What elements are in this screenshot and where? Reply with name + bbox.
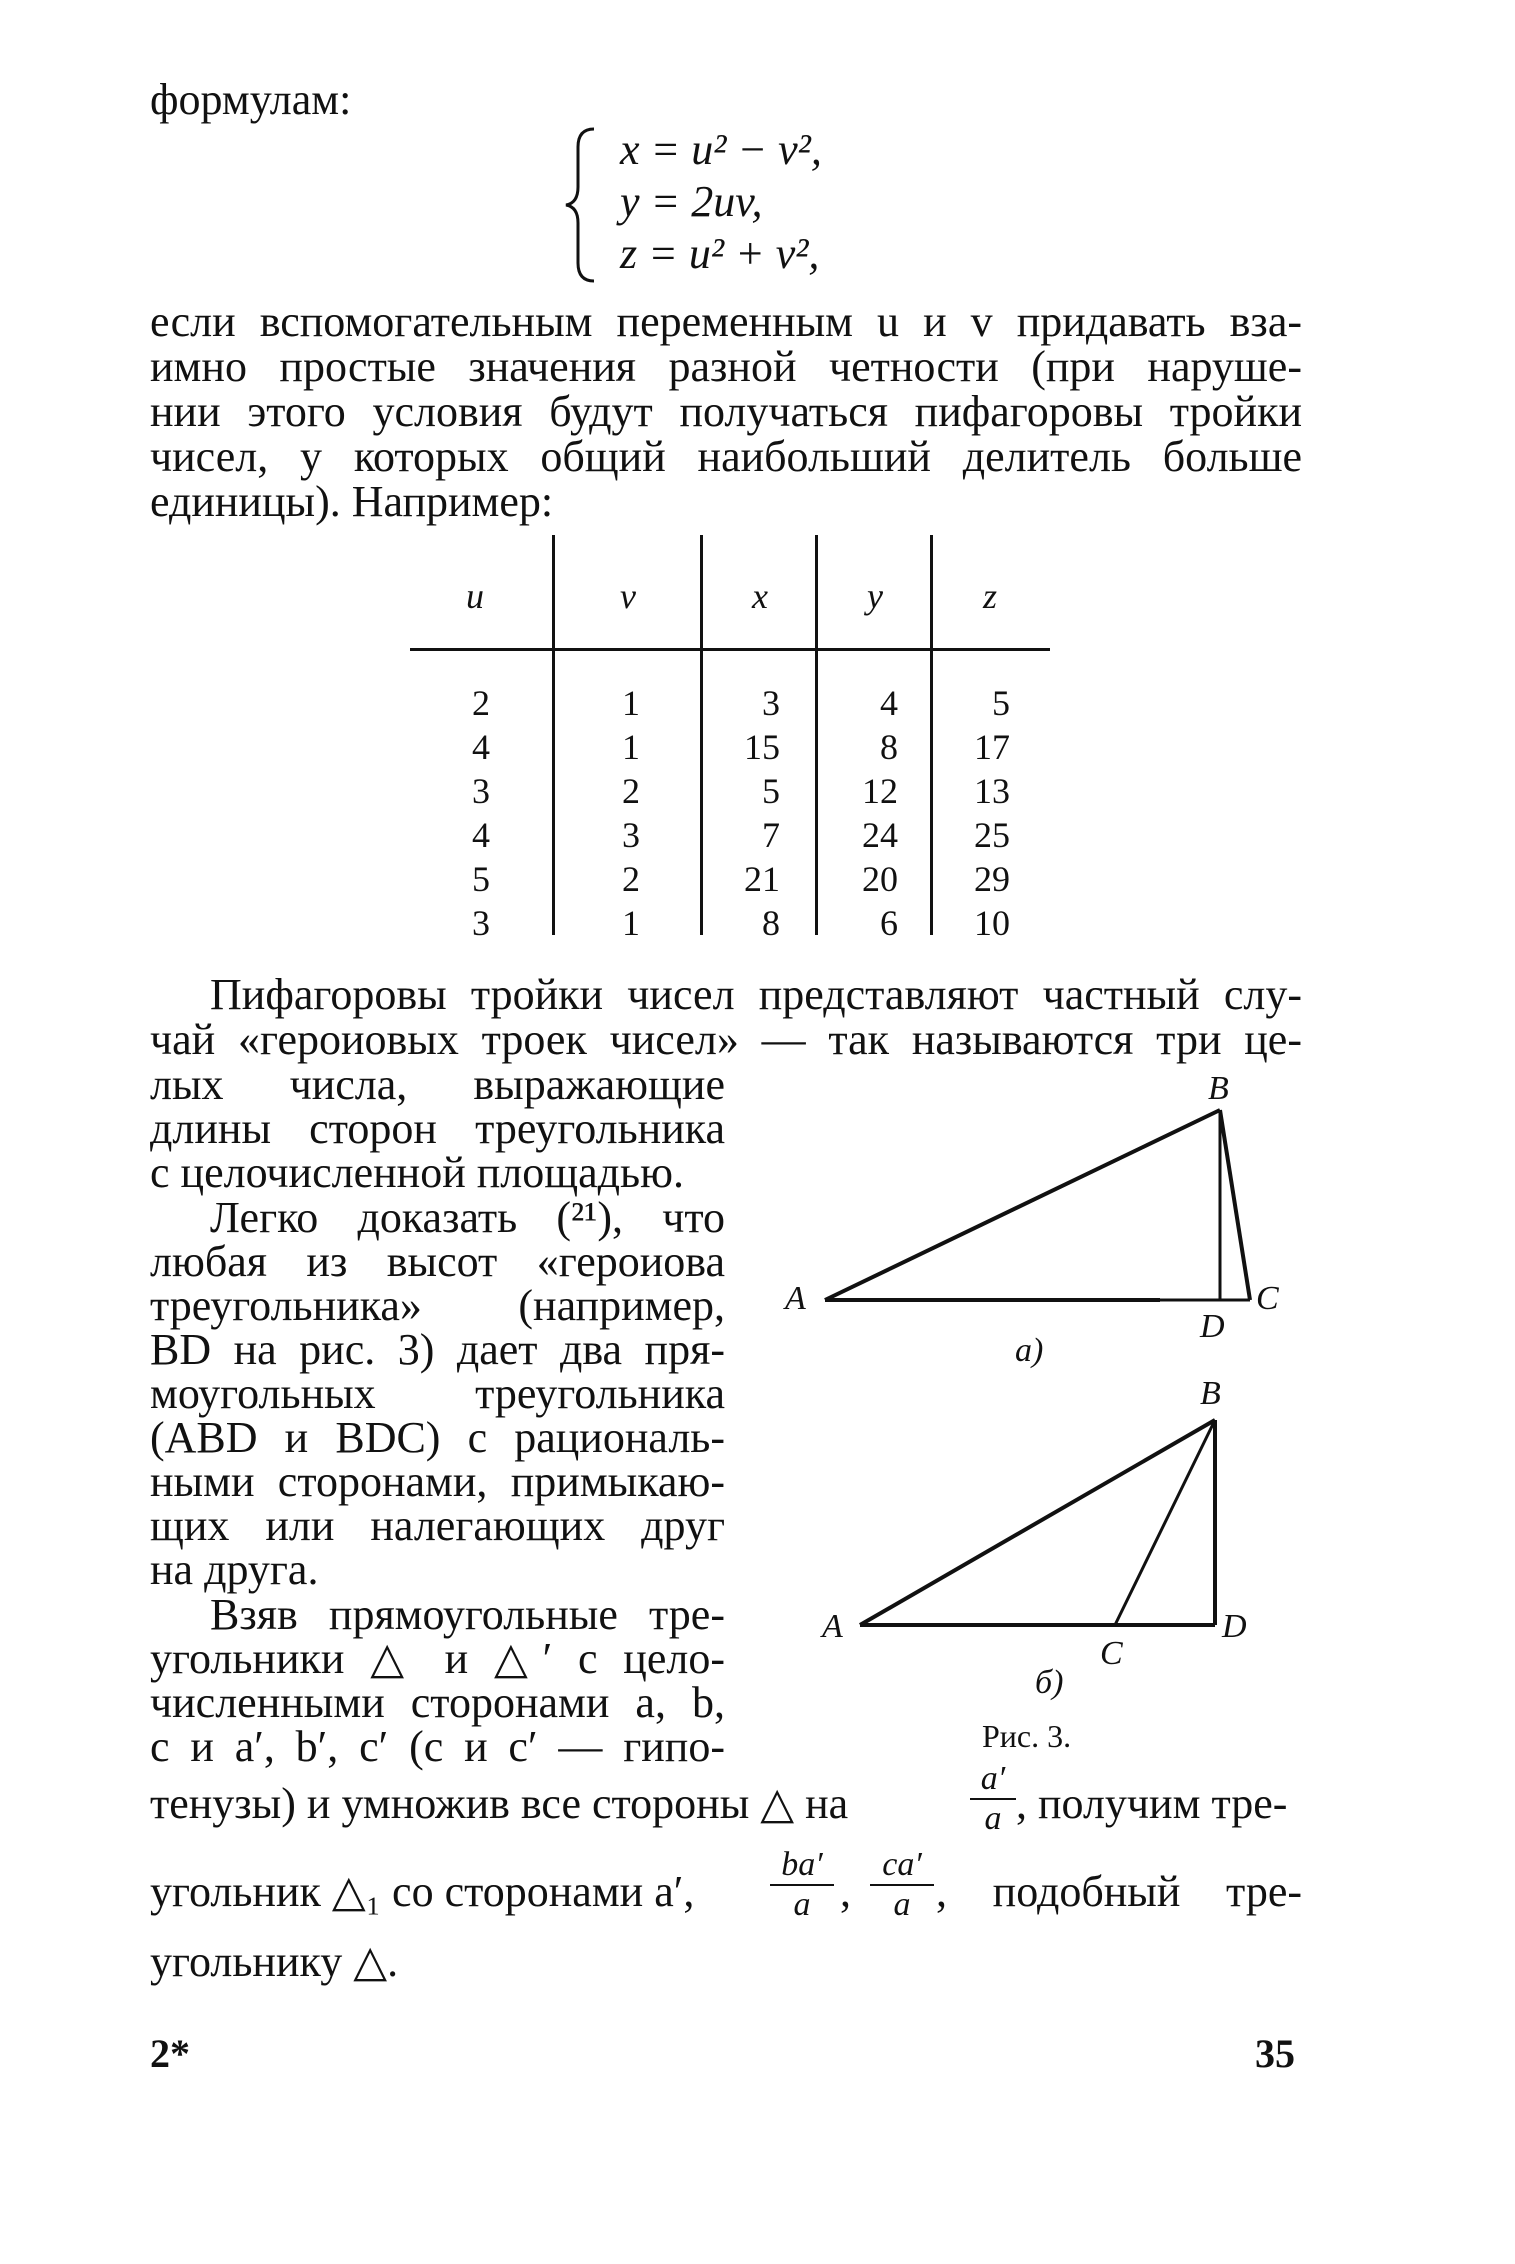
fraction-a-prime-over-a (970, 1762, 1016, 1836)
para4-line-3: численными сторонами a, b, (150, 1678, 725, 1727)
table-cell: 24 (862, 815, 898, 855)
para3-line-6: (ABD и BDC) с рациональ- (150, 1413, 725, 1462)
para3-line-8: щих или налегающих друг (150, 1501, 725, 1550)
formula-brace (560, 125, 600, 285)
para4-tail-line-1b: , получим тре- (1016, 1779, 1288, 1828)
fraction-separator: , (840, 1867, 851, 1916)
para1-line-2: имно простые значения разной четности (при наруше- (150, 342, 1302, 391)
line-a-ab (825, 1110, 1220, 1300)
para4-line-4: c и a′, b′, c′ (c и c′ — гипо- (150, 1722, 725, 1771)
footer-signature-mark: 2* (150, 2031, 190, 2076)
table-cell: 4 (472, 727, 490, 767)
para1-line-5: единицы). Например: (150, 477, 554, 526)
fig-a-caption: а) (1015, 1332, 1044, 1369)
table-divider (700, 535, 703, 935)
table-cell: 3 (762, 683, 780, 723)
line-b-ab (860, 1420, 1215, 1625)
para3-line-3: треугольника» (например, (150, 1281, 725, 1330)
para2-col-line-2: длины сторон треугольника (150, 1104, 725, 1153)
table-cell: 25 (974, 815, 1010, 855)
table-cell: 21 (744, 859, 780, 899)
fraction-denominator: a (984, 1800, 1002, 1837)
table-header-y: y (867, 576, 883, 616)
table-cell: 7 (762, 815, 780, 855)
fig-a-label-b: B (1208, 1070, 1229, 1107)
para2-line-2: чай «героиовых троек чисел» — так называются три це- (150, 1015, 1302, 1064)
table-cell: 12 (862, 771, 898, 811)
para3-line-9: на друга. (150, 1545, 319, 1594)
para4-line-2: угольники △ и △′ с цело- (150, 1634, 725, 1683)
table-divider (815, 535, 818, 935)
para4-line-1: Взяв прямоугольные тре- (210, 1590, 725, 1639)
table-cell: 6 (880, 903, 898, 943)
fig-a-label-d: D (1200, 1308, 1225, 1345)
para3-line-5: моугольных треугольника (150, 1369, 725, 1418)
fraction-numerator: ca′ (870, 1848, 934, 1886)
page-number: 35 (1255, 2031, 1295, 2076)
table-cell: 1 (622, 727, 640, 767)
table-cell: 4 (472, 815, 490, 855)
fig-b-label-b: B (1200, 1375, 1221, 1412)
table-cell: 8 (762, 903, 780, 943)
table-cell: 5 (762, 771, 780, 811)
fig-a-label-a: A (785, 1280, 806, 1317)
table-header-z: z (982, 576, 997, 616)
fig-a-label-c: C (1256, 1280, 1279, 1317)
table-cell: 10 (974, 903, 1010, 943)
intro-line: формулам: (150, 75, 352, 124)
table-cell: 29 (974, 859, 1010, 899)
table-header-rule (410, 648, 1050, 651)
para4-tail-line-3: угольнику △. (150, 1937, 399, 1986)
table-cell: 2 (622, 771, 640, 811)
para3-line-7: ными сторонами, примыкаю- (150, 1457, 725, 1506)
formula-z: z = u² + v², (620, 229, 820, 278)
para4-tail-line-1a: тенузы) и умножив все стороны △ на (150, 1779, 849, 1828)
para1-line-1: если вспомогательным переменным u и v придавать вза- (150, 297, 1302, 346)
table-cell: 17 (974, 727, 1010, 767)
table-cell: 15 (744, 727, 780, 767)
table-cell: 20 (862, 859, 898, 899)
fraction-numerator: a′ (970, 1762, 1016, 1800)
table-header-v: v (620, 576, 636, 616)
table-header-u: u (466, 576, 484, 616)
table-divider (552, 535, 555, 935)
para1-line-4: чисел, у которых общий наибольший делитель больше (150, 432, 1302, 481)
fraction-denominator: a (793, 1886, 811, 1923)
line-a-bc (1220, 1110, 1250, 1300)
fig-b-label-d: D (1222, 1608, 1247, 1645)
table-cell: 1 (622, 903, 640, 943)
para4-tail-line-2a: угольник △₁ со сторонами a′, (150, 1867, 695, 1916)
para3-line-1: Легко доказать (²¹), что (210, 1193, 725, 1242)
fraction-denominator: a (893, 1886, 911, 1923)
table-divider (930, 535, 933, 935)
table-cell: 8 (880, 727, 898, 767)
table-cell: 3 (472, 771, 490, 811)
formula-x: x = u² − v², (620, 125, 822, 174)
figure-3 (760, 1070, 1320, 1770)
para1-line-3: нии этого условия будут получаться пифагоровы тройки (150, 387, 1302, 436)
para3-line-2: любая из высот «героиова (150, 1237, 725, 1286)
table-cell: 13 (974, 771, 1010, 811)
para2-col-line-3: с целочисленной площадью. (150, 1148, 684, 1197)
para4-tail-line-2b: , подобный тре- (936, 1867, 1302, 1916)
para2-line-1: Пифагоровы тройки чисел представляют частный слу- (210, 970, 1302, 1019)
para2-col-line-1: лых числа, выражающие (150, 1060, 725, 1109)
table-cell: 5 (992, 683, 1010, 723)
figure-caption: Рис. 3. (982, 1718, 1072, 1754)
table-cell: 2 (472, 683, 490, 723)
para3-line-4: BD на рис. 3) дает два пря- (150, 1325, 725, 1374)
fig-b-label-c: C (1100, 1635, 1123, 1672)
table-cell: 5 (472, 859, 490, 899)
table-cell: 2 (622, 859, 640, 899)
fig-b-label-a: A (822, 1608, 843, 1645)
table-cell: 4 (880, 683, 898, 723)
table-header-x: x (752, 576, 768, 616)
table-cell: 3 (472, 903, 490, 943)
fraction-numerator: ba′ (770, 1848, 834, 1886)
fraction-ba-prime-over-a (770, 1848, 834, 1922)
table-cell: 3 (622, 815, 640, 855)
fraction-ca-prime-over-a (870, 1848, 934, 1922)
table-cell: 1 (622, 683, 640, 723)
fig-b-caption: б) (1035, 1664, 1064, 1701)
formula-y: y = 2uv, (620, 177, 763, 226)
